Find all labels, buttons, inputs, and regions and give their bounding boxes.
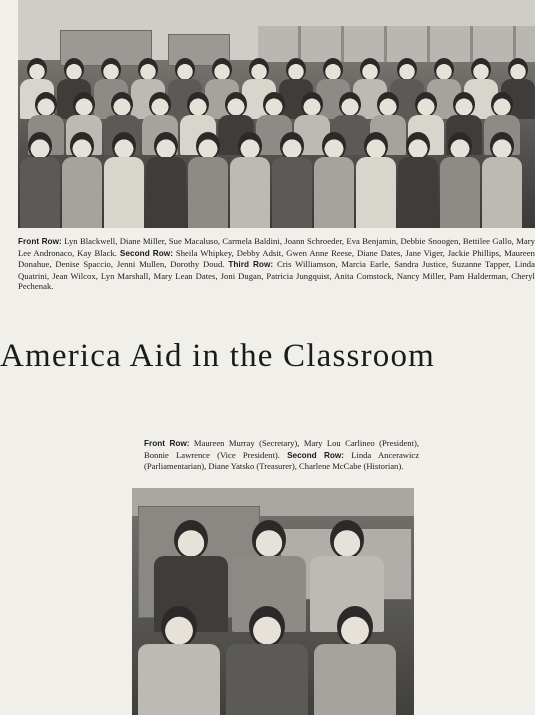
front-row-label: Front Row: bbox=[18, 237, 62, 246]
person-silhouette bbox=[62, 132, 102, 228]
classroom-windows bbox=[258, 26, 535, 62]
second-row-label: Second Row: bbox=[287, 450, 344, 460]
person-silhouette bbox=[20, 132, 60, 228]
section-heading: America Aid in the Classroom bbox=[0, 338, 436, 374]
person-silhouette bbox=[226, 606, 308, 715]
front-row-names: Maureen Murray (Secretary), Mary Lou Carlineo (President), Bonnie Lawrence (Vice President). bbox=[144, 438, 419, 460]
front-row-label: Front Row: bbox=[144, 439, 190, 448]
person-silhouette bbox=[146, 132, 186, 228]
group-photo-caption bbox=[18, 236, 535, 292]
officers-photo bbox=[132, 488, 414, 715]
person-silhouette bbox=[138, 606, 220, 715]
second-row-names: Sheila Whipkey, Debby Adsit, Gwen Anne Reese, Diane Dates, Jane Viger, Jackie Phillips, Maureen Donahue, Denise Spaccio, Jenni Mullen, Dorothy Doud. bbox=[18, 247, 535, 270]
third-row-label: Third Row: bbox=[228, 260, 274, 270]
person-silhouette bbox=[356, 132, 396, 228]
person-silhouette bbox=[440, 132, 480, 228]
second-row-label: Second Row: bbox=[119, 248, 173, 258]
person-silhouette bbox=[104, 132, 144, 228]
person-silhouette bbox=[398, 132, 438, 228]
person-silhouette bbox=[314, 606, 396, 715]
third-row-names: Cris Williamson, Marcia Earle, Sandra Justice, Suzanne Tapper, Linda Quatrini, Jean Wilcox, Lyn Marshall, Mary Lean Dates, Joni Dugan, Patricia Jungquist, Anita Comstock, Nancy Miller, Pam Halderman, Cheryl Pechenak. bbox=[18, 259, 535, 292]
person-silhouette bbox=[482, 132, 522, 228]
person-silhouette bbox=[314, 132, 354, 228]
officers-caption bbox=[144, 438, 419, 472]
second-row-names: Linda Ancerawicz (Parliamentarian), Diane Yatsko (Treasurer), Charlene McCabe (Historian). bbox=[144, 449, 420, 472]
group-photo bbox=[18, 0, 535, 228]
person-silhouette bbox=[230, 132, 270, 228]
person-silhouette bbox=[272, 132, 312, 228]
person-silhouette bbox=[188, 132, 228, 228]
front-row-names: Lyn Blackwell, Diane Miller, Sue Macaluso, Carmela Baldini, Joann Schroeder, Eva Benjamin, Debbie Snoogen, Bettilee Gallo, Mary Lee Andronaco, Kay Black. bbox=[18, 236, 535, 258]
